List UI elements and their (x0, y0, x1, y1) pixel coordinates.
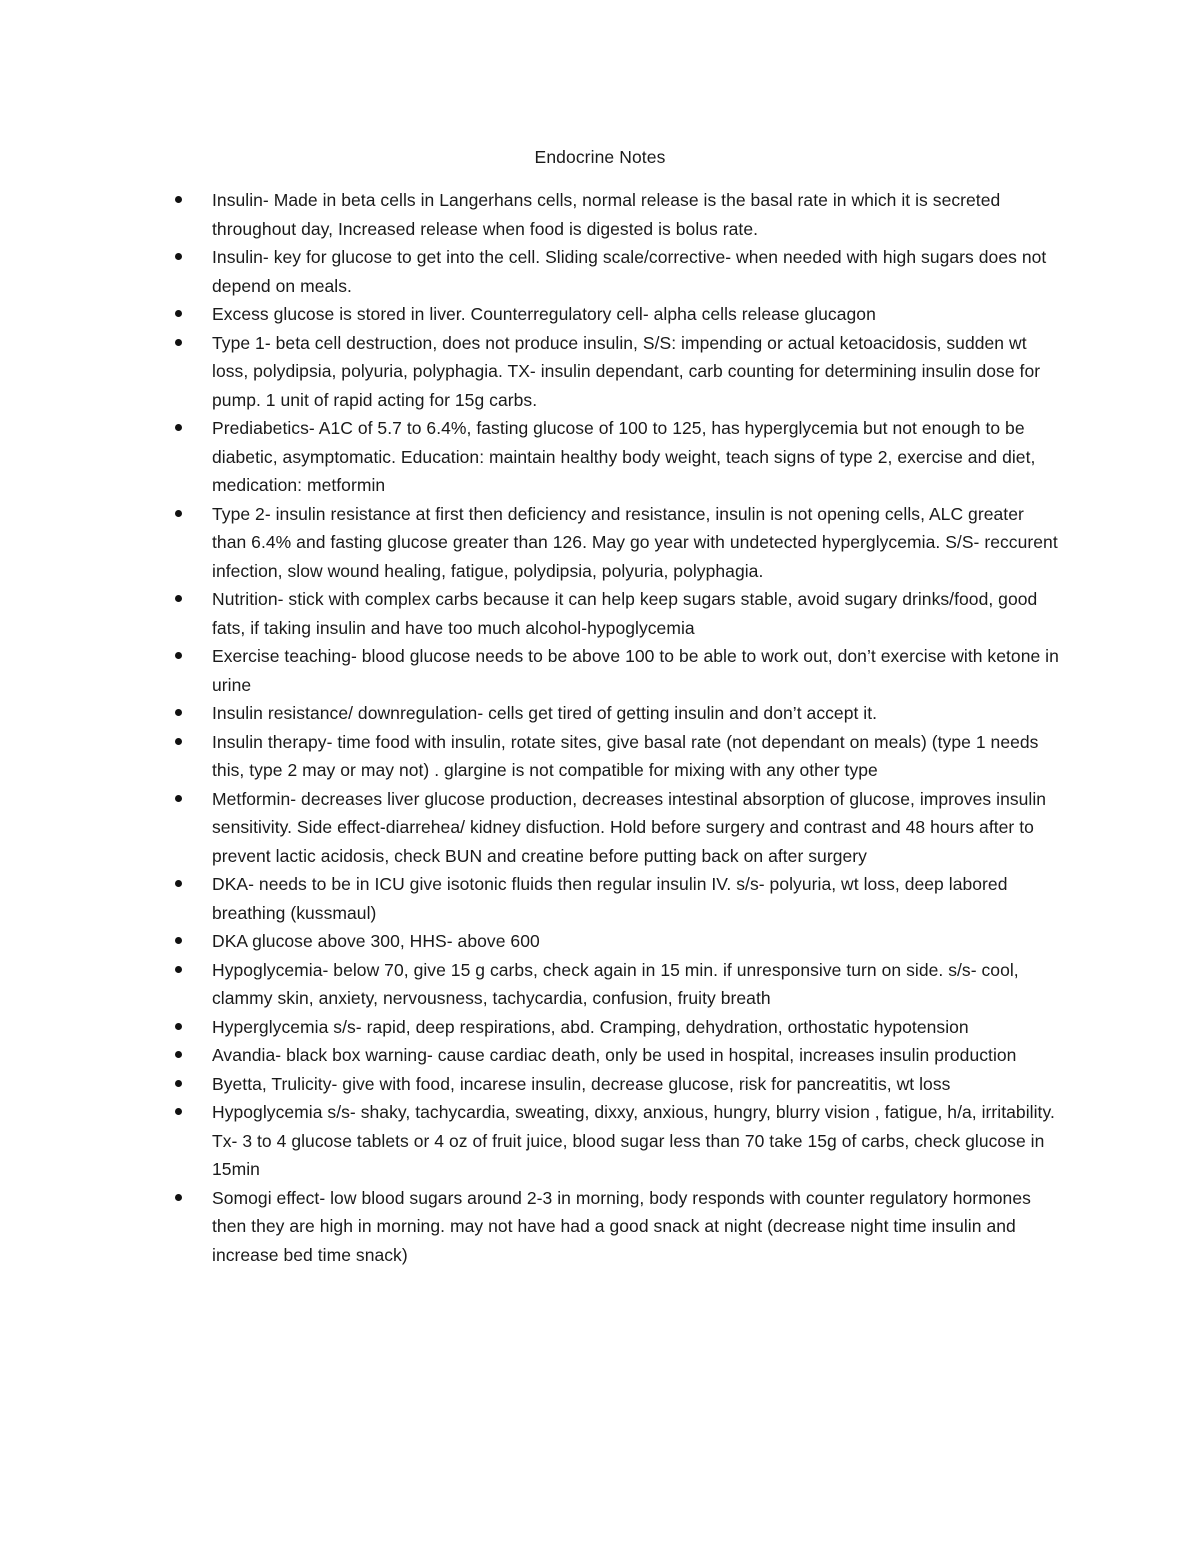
note-text: Excess glucose is stored in liver. Counterregulatory cell- alpha cells release glucagon (212, 304, 876, 324)
list-item (212, 1041, 1062, 1070)
bullet-icon (175, 709, 182, 716)
list-item (212, 785, 1062, 871)
list-item (212, 956, 1062, 1013)
note-text: Type 2- insulin resistance at first then deficiency and resistance, insulin is not opening cells, ALC greater than 6.4% and fasting glucose greater than 126. May go year with undetected hyperglycemia. S/S- reccurent infection, slow wound healing, fatigue, polydipsia, polyuria, polyphagia. (212, 503, 1058, 581)
bullet-icon (175, 1051, 182, 1058)
bullet-icon (175, 1194, 182, 1201)
list-item (212, 1184, 1062, 1270)
bullet-icon (175, 424, 182, 431)
note-text: Hyperglycemia s/s- rapid, deep respirations, abd. Cramping, dehydration, orthostatic hypotension (212, 1016, 969, 1037)
note-text: Type 1- beta cell destruction, does not produce insulin, S/S: impending or actual ketoacidosis, sudden wt loss, polydipsia, polyuria, polyphagia. TX- insulin dependant, carb counting for determining insulin dose for pump. 1 unit of rapid acting for 15g carbs. (212, 332, 1041, 410)
note-text: Insulin- Made in beta cells in Langerhans cells, normal release is the basal rate in which it is secreted throughout day, Increased release when food is digested is bolus rate. (212, 190, 1001, 239)
list-item (212, 728, 1062, 785)
note-text: Avandia- black box warning- cause cardiac death, only be used in hospital, increases insulin production (212, 1045, 1017, 1065)
bullet-icon (175, 1023, 182, 1030)
list-item (212, 300, 1062, 329)
note-text: Somogi effect- low blood sugars around 2-3 in morning, body responds with counter regulatory hormones then they are high in morning. may not have had a good snack at night (decrease night time insulin and increase bed time snack) (212, 1187, 1031, 1265)
note-text: Metformin- decreases liver glucose production, decreases intestinal absorption of glucose, improves insulin sensitivity. Side effect-diarrehea/ kidney disfuction. Hold before surgery and contrast and 48 hours after to prevent lactic acidosis, check BUN and creatine before putting back on after surgery (212, 788, 1047, 866)
note-text: Insulin- key for glucose to get into the cell. Sliding scale/corrective- when needed with high sugars does not depend on meals. (212, 247, 1047, 296)
list-item (212, 414, 1062, 500)
list-item (212, 699, 1062, 728)
bullet-icon (175, 738, 182, 745)
list-item (212, 243, 1062, 300)
bullet-icon (175, 196, 182, 203)
list-item (212, 642, 1062, 699)
note-text: Hypoglycemia- below 70, give 15 g carbs, check again in 15 min. if unresponsive turn on side. s/s- cool, clammy skin, anxiety, nervousness, tachycardia, confusion, fruity breath (212, 959, 1019, 1008)
note-text: Exercise teaching- blood glucose needs to be above 100 to be able to work out, don’t exercise with ketone in urine (212, 646, 1059, 695)
bullet-icon (175, 510, 182, 517)
note-text: Insulin resistance/ downregulation- cells get tired of getting insulin and don’t accept it. (212, 703, 878, 723)
list-item (212, 1013, 1062, 1042)
note-text: DKA- needs to be in ICU give isotonic fluids then regular insulin IV. s/s- polyuria, wt loss, deep labored breathing (kussmaul) (212, 874, 1008, 923)
bullet-icon (175, 966, 182, 973)
bullet-icon (175, 880, 182, 887)
list-item (212, 1098, 1062, 1184)
list-item (212, 329, 1062, 415)
bullet-icon (175, 310, 182, 317)
list-item (212, 870, 1062, 927)
bullet-icon (175, 253, 182, 260)
bullet-icon (175, 339, 182, 346)
list-item (212, 585, 1062, 642)
bullet-icon (175, 652, 182, 659)
bullet-icon (175, 1080, 182, 1087)
list-item (212, 500, 1062, 586)
note-text: Nutrition- stick with complex carbs because it can help keep sugars stable, avoid sugary drinks/food, good fats, if taking insulin and have too much alcohol-hypoglycemia (212, 589, 1038, 638)
list-item (212, 186, 1062, 243)
note-text: Insulin therapy- time food with insulin, rotate sites, give basal rate (not dependant on meals) (type 1 needs this, type 2 may or may not) . glargine is not compatible for mixing with any other type (212, 731, 1039, 780)
notes-list (212, 186, 1062, 1269)
document-title: Endocrine Notes (534, 147, 666, 167)
note-text: Byetta, Trulicity- give with food, incarese insulin, decrease glucose, risk for pancreatitis, wt loss (212, 1073, 951, 1094)
bullet-icon (175, 937, 182, 944)
list-item (212, 1070, 1062, 1099)
list-item (212, 927, 1062, 956)
note-text: Hypoglycemia s/s- shaky, tachycardia, sweating, dixxy, anxious, hungry, blurry vision , fatigue, h/a, irritability. Tx- 3 to 4 glucose tablets or 4 oz of fruit juice, blood sugar less than 70 take 15g of carbs, check glucose in 15min (212, 1102, 1055, 1179)
note-text: Prediabetics- A1C of 5.7 to 6.4%, fasting glucose of 100 to 125, has hyperglycemia but not enough to be diabetic, asymptomatic. Education: maintain healthy body weight, teach signs of type 2, exercise and diet, medication: metformin (212, 418, 1036, 495)
bullet-icon (175, 1108, 182, 1115)
bullet-icon (175, 795, 182, 802)
bullet-icon (175, 595, 182, 602)
note-text: DKA glucose above 300, HHS- above 600 (212, 931, 540, 951)
